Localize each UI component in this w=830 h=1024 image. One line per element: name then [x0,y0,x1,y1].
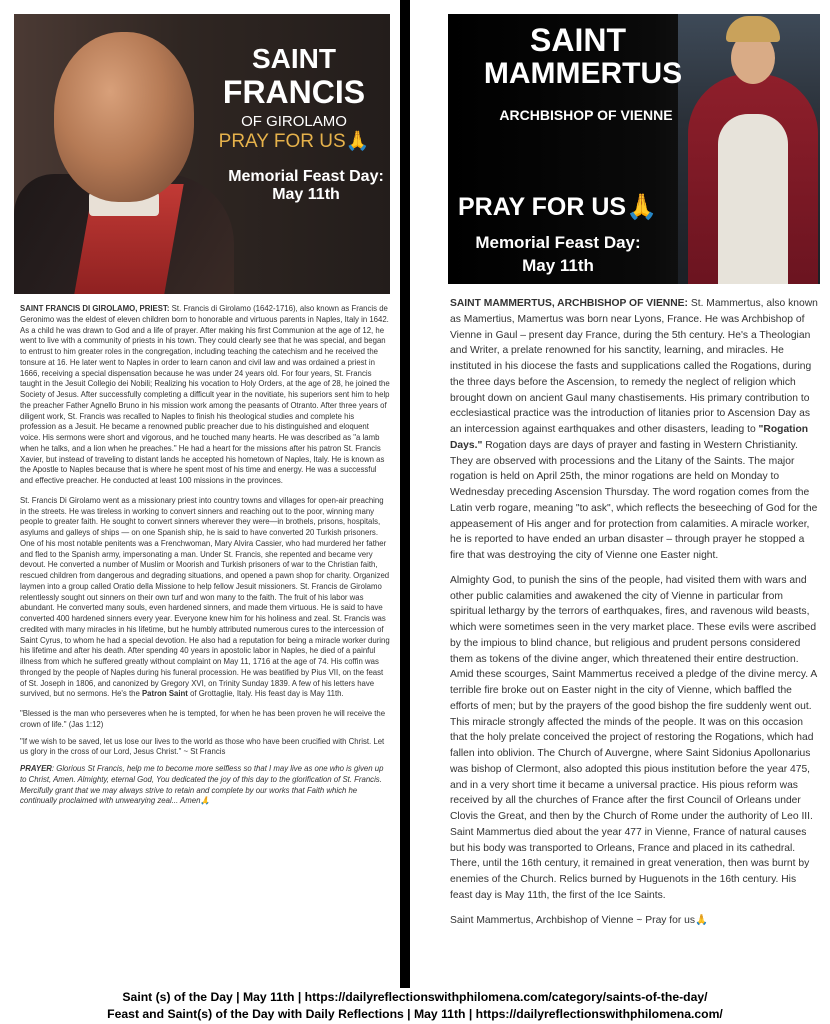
patron-saint-emphasis: Patron Saint [141,689,188,699]
saint-mammertus-portrait-robe [718,114,788,284]
prayer-text: : Glorious St Francis, help me to become more selfless so that I may live as one who is given up to Christ, Amen. Almighty, eternal God, You dedicated the joy of this day to the glorification of St. Francis. Mercifully grant that we may always strive to retain and complete by our works that Faith which he continually proclaimed with unwearying zeal... Amen🙏 [20,764,384,806]
banner-saint-name: FRANCIS [222,74,366,110]
article-text: St. Francis Di Girolamo went as a missionary priest into country towns and villages for open-air preaching in the streets. He was tireless in working to convert sinners and reaching out to the poor, winning many people to greater faith. He sought to convert sinners wherever they were—in brothels, prisons, hospitals, asylums and galleys of ships — on one Spanish ship, he is said to have converted 20 Turkish prisoners. One of his most notable penitents was a Frenchwoman, Mary Alvira Cassier, who had murdered her father and fled to the Spanish army, impersonating a man. Under St. Francis, she repented and became very devout. He converted a number of Muslim or Moorish and Turkish prisoners of war to the Christian faith, rescued children from dangerous and degrading situations, and opened a pawn shop for charity. Organized laymen into a group called Oratio della Missione to help fellow Jesuit missioners. St. Francis de Girolamo relentlessly sought out sinners on their own turf and won many to the faith. The fruit of his labor was abundant. He converted many souls, even hardened sinners, and made them virtuous. He is said to have converted 400 hardened sinners every year. Everyone knew him for his holiness and zeal. St. Francis was credited with many miracles in his lifetime, but he humbly attributed numerous cures to the intercession of Saint Cyrus, to whom he had a special devotion. He also had a reputation for being a miracle worker during his lifetime and after his death. After spending 40 years in apostolic labor in Naples, he died of a painful illness from which he suffered greatly without complaint on May 11, 1716 at the age of 74. His coffin was thronged by the people of Naples during his funeral procession. He was beatified by Pius VII, on the feast of St. Joseph in 1806, and canonized by Gregory XVI, on Trinity Sunday 1839. A few of his letters have survived, but no sermons. He's the [20,495,390,699]
scripture-quote: "Blessed is the man who perseveres when he is tempted, for when he has been proven he will receive the crown of life." (Jas 1:12) [20,709,386,729]
saint-mammertus-banner [448,14,820,284]
article-text: St. Francis di Girolamo (1642-1716), also known as Francis de Geronimo was the eldest of eleven children born to honorable and virtuous parents in Naples, Italy in 1642. As a child he was drawn to God and a life of prayer. After making his first Communion at the age of 12, he went to live with a community of priests in his town. They could clearly see that he was special, and began to entrust to him greater roles in the congregation, including teaching the catechism and he received the tonsure at 16. He later went to Naples in order to learn canon and civil law and was ordained a priest in 1666, receiving a special dispensation because he was under 24 years old. For four years, St. Francis taught in the Jesuit Collegio dei Nobili; Realizing his vocation to Holy Orders, at the age of 28, he joined the Society of Jesus. After successfully completing a difficult year in the novitiate, his superiors sent him to help the preacher Father Agnello Bruno in his mission work among the peasants of Otranto. After three years of diligent work, St. Francis was recalled to Naples to finish his theological studies and complete his profession as a Jesuit. He became a renowned public preacher due to his distinguished and eloquent voice. His sermons were short and vigorous, and he touched many hearts. He was described as "a lamb when he talks, and a lion when he preaches." He had a heart for the missions after his patron St. Francis Xavier, but instead of traveling to distant lands he accepted his hometown of Naples, Italy. He is known as the Apostle to Naples because that is where he spent most of his time and energy. He was a successful and effective preacher. He conducted at least 100 missions in the provinces. [20,304,390,485]
footer-line-feast-and-saints: Feast and Saint(s) of the Day with Daily Reflections | May 11th | https://dailyreflectionswithphilomena.com/ [107,1007,723,1021]
banner-pray-for-us: PRAY FOR US🙏 [458,193,658,221]
banner-feast-date: May 11th [522,256,594,275]
article-text: St. Mammertus, also known as Mamertius, Mamertus was born near Lyons, France. He was Archbishop of Vienne in Gaul – present day France, during the 5th century. He's a Theologian and Writer, a prelate renowned for his sanctity, learning, and miracles. He instituted in his diocese the fasts and supplications called the Rogations, during the three days before the Ascension, to remedy the neglect of religion which brought down on ancient Gaul many chastisements. His primary contribution to ecclesiastical practice was the introduction of litanies prior to Ascension Day as an intercession against earthquakes and other disasters, leading to [450,298,818,435]
left-column [0,0,400,988]
banner-saint-name: MAMMERTUS [483,57,683,90]
rogation-days-emphasis: "Rogation Days." [450,424,809,451]
saint-quote: "If we wish to be saved, let us lose our lives to the world as those who have been crucified with Christ. Let us glory in the cross of our Lord, Jesus Christ." ~ St Francis [20,736,385,757]
saint-mammertus-article [450,296,818,937]
banner-feast-date: May 11th [272,186,340,203]
article-text: Rogation days are days of prayer and fasting in Western Christianity. They are observed with processions and the Litany of the Saints. The major rogation is held on April 25th, the minor rogations are held on Monday to Wednesday preceding Ascension Thursday. The word rogation comes from the Latin verb rogare, meaning "to ask", which reflects the beseeching of God for the appeasement of His anger and for protection from calamities. A miracle worker, he is reported to have ended an urban disaster – through prayer he stopped a fire that was destroying the city of Vienne one Easter night. [450,439,818,561]
banner-saint-label: SAINT [530,22,626,58]
column-divider [400,0,410,988]
article-text: of Grottaglie, Italy. His feast day is May 11th. [190,689,344,699]
article-paragraph [450,296,818,564]
banner-feast-label: Memorial Feast Day: [228,168,384,185]
page-footer [0,988,830,1024]
article-paragraph: Almighty God, to punish the sins of the people, had visited them with wars and other public calamities and awakened the city of Vienne in particular from spiritual lethargy by the terrors of earthquakes, fires, and ravenous wild beasts, which were sometimes seen in the very market place. These evils were ascribed by the impious to blind chance, but religious and prudent persons considered them as tokens of the divine anger, which threatened their entire destruction. Amid these scourges, Saint Mammertus received a pledge of the divine mercy. A terrible fire broke out on Easter night in the city of Vienne, which baffled the efforts of men; but by the prayers of the good bishop the fire suddenly went out. This miracle strongly affected the minds of the people. It was on this occasion that the holy prelate conceived the project of restoring the Rogations, which had fallen into oblivion. The Church of Auvergne, where Saint Sidonius Apollonarius was bishop of Clermont, also adopted this pious institution before the year 475, and in a very short time it became a universal practice. His pious reform was received by all the churches of France after the first Council of Orleans under Clovis the Great, and then by the Church of Rome under the authority of Leo III. Saint Mammertus died about the year 477 in Vienne, France of natural causes but his body was transported to Orleans, France and placed in its cathedral. There, until the 16th century, it remained in great veneration, then was burnt by enemies of the Church. Relics burned by Huguenots in the 16th century. His feast day is May 11th, the first of the Ice Saints. [450,574,817,901]
article-paragraph [20,304,390,487]
banner-pray-for-us: PRAY FOR US🙏 [218,131,370,152]
prayer-label: PRAYER [20,764,52,773]
article-heading: SAINT FRANCIS DI GIROLAMO, PRIEST: [20,304,170,313]
saint-francis-article [20,304,390,816]
right-column [410,0,830,988]
banner-feast-label: Memorial Feast Day: [475,233,641,252]
closing-signature: Saint Mammertus, Archbishop of Vienne ~ Pray for us🙏 [450,914,708,926]
banner-saint-surname: OF GIROLAMO [241,113,347,130]
footer-line-saints-of-the-day: Saint (s) of the Day | May 11th | https://dailyreflectionswithphilomena.com/category/saints-of-the-day/ [122,990,708,1004]
banner-saint-label: SAINT [252,43,336,74]
banner-saint-title: ARCHBISHOP OF VIENNE [499,107,673,123]
saint-francis-portrait-head [54,32,194,202]
article-paragraph [20,496,390,700]
prayer-paragraph [20,764,390,807]
article-heading: SAINT MAMMERTUS, ARCHBISHOP OF VIENNE: [450,298,688,309]
saint-francis-banner [14,14,390,294]
